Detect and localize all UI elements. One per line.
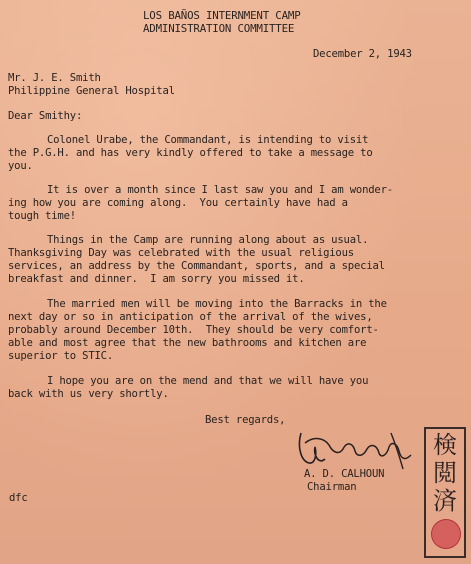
paragraph-1-line-2: the P.G.H. and has very kindly offered to take a message to bbox=[8, 147, 373, 159]
letterhead-line-1: LOS BAÑOS INTERNMENT CAMP bbox=[143, 9, 301, 22]
censor-stamp-char-2: 閲 bbox=[433, 459, 457, 487]
recipient-name: Mr. J. E. Smith bbox=[8, 72, 101, 84]
handwritten-signature bbox=[295, 425, 415, 471]
censor-stamp-char-1: 検 bbox=[433, 431, 457, 459]
paragraph-1-line-1: Colonel Urabe, the Commandant, is intending to visit bbox=[47, 134, 369, 146]
letterhead-line-2: ADMINISTRATION COMMITTEE bbox=[143, 22, 295, 35]
typist-initials: dfc bbox=[9, 492, 28, 504]
paragraph-3-line-4: breakfast and dinner. I am sorry you missed it. bbox=[8, 273, 305, 285]
paragraph-2-line-3: tough time! bbox=[8, 210, 76, 222]
censor-stamp bbox=[424, 427, 466, 558]
letter-date: December 2, 1943 bbox=[313, 48, 412, 60]
paragraph-5-line-1: I hope you are on the mend and that we will have you bbox=[47, 375, 369, 387]
recipient-org: Philippine General Hospital bbox=[8, 85, 175, 97]
paragraph-4-line-3: probably around December 10th. They should be very comfort- bbox=[8, 324, 379, 336]
paragraph-2-line-1: It is over a month since I last saw you and I am wonder- bbox=[47, 184, 393, 196]
paragraph-1-line-3: you. bbox=[8, 160, 33, 172]
paragraph-3-line-1: Things in the Camp are running along about as usual. bbox=[47, 234, 369, 246]
paragraph-4-line-1: The married men will be moving into the Barracks in the bbox=[47, 298, 387, 310]
paragraph-4-line-4: able and most agree that the new bathrooms and kitchen are bbox=[8, 337, 367, 349]
closing: Best regards, bbox=[205, 414, 286, 426]
paragraph-4-line-2: next day or so in anticipation of the arrival of the wives, bbox=[8, 311, 373, 323]
salutation: Dear Smithy: bbox=[8, 110, 83, 122]
paragraph-3-line-3: services, an address by the Commandant, sports, and a special bbox=[8, 260, 385, 272]
paragraph-5-line-2: back with us very shortly. bbox=[8, 388, 169, 400]
paragraph-2-line-2: ing how you are coming along. You certainly have had a bbox=[8, 197, 348, 209]
signature-name: A. D. CALHOUN bbox=[304, 468, 385, 480]
paragraph-4-line-5: superior to STIC. bbox=[8, 350, 114, 362]
signature-title: Chairman bbox=[307, 481, 357, 493]
red-seal bbox=[431, 519, 461, 549]
censor-stamp-char-3: 済 bbox=[433, 487, 457, 515]
paragraph-3-line-2: Thanksgiving Day was celebrated with the usual religious bbox=[8, 247, 354, 259]
